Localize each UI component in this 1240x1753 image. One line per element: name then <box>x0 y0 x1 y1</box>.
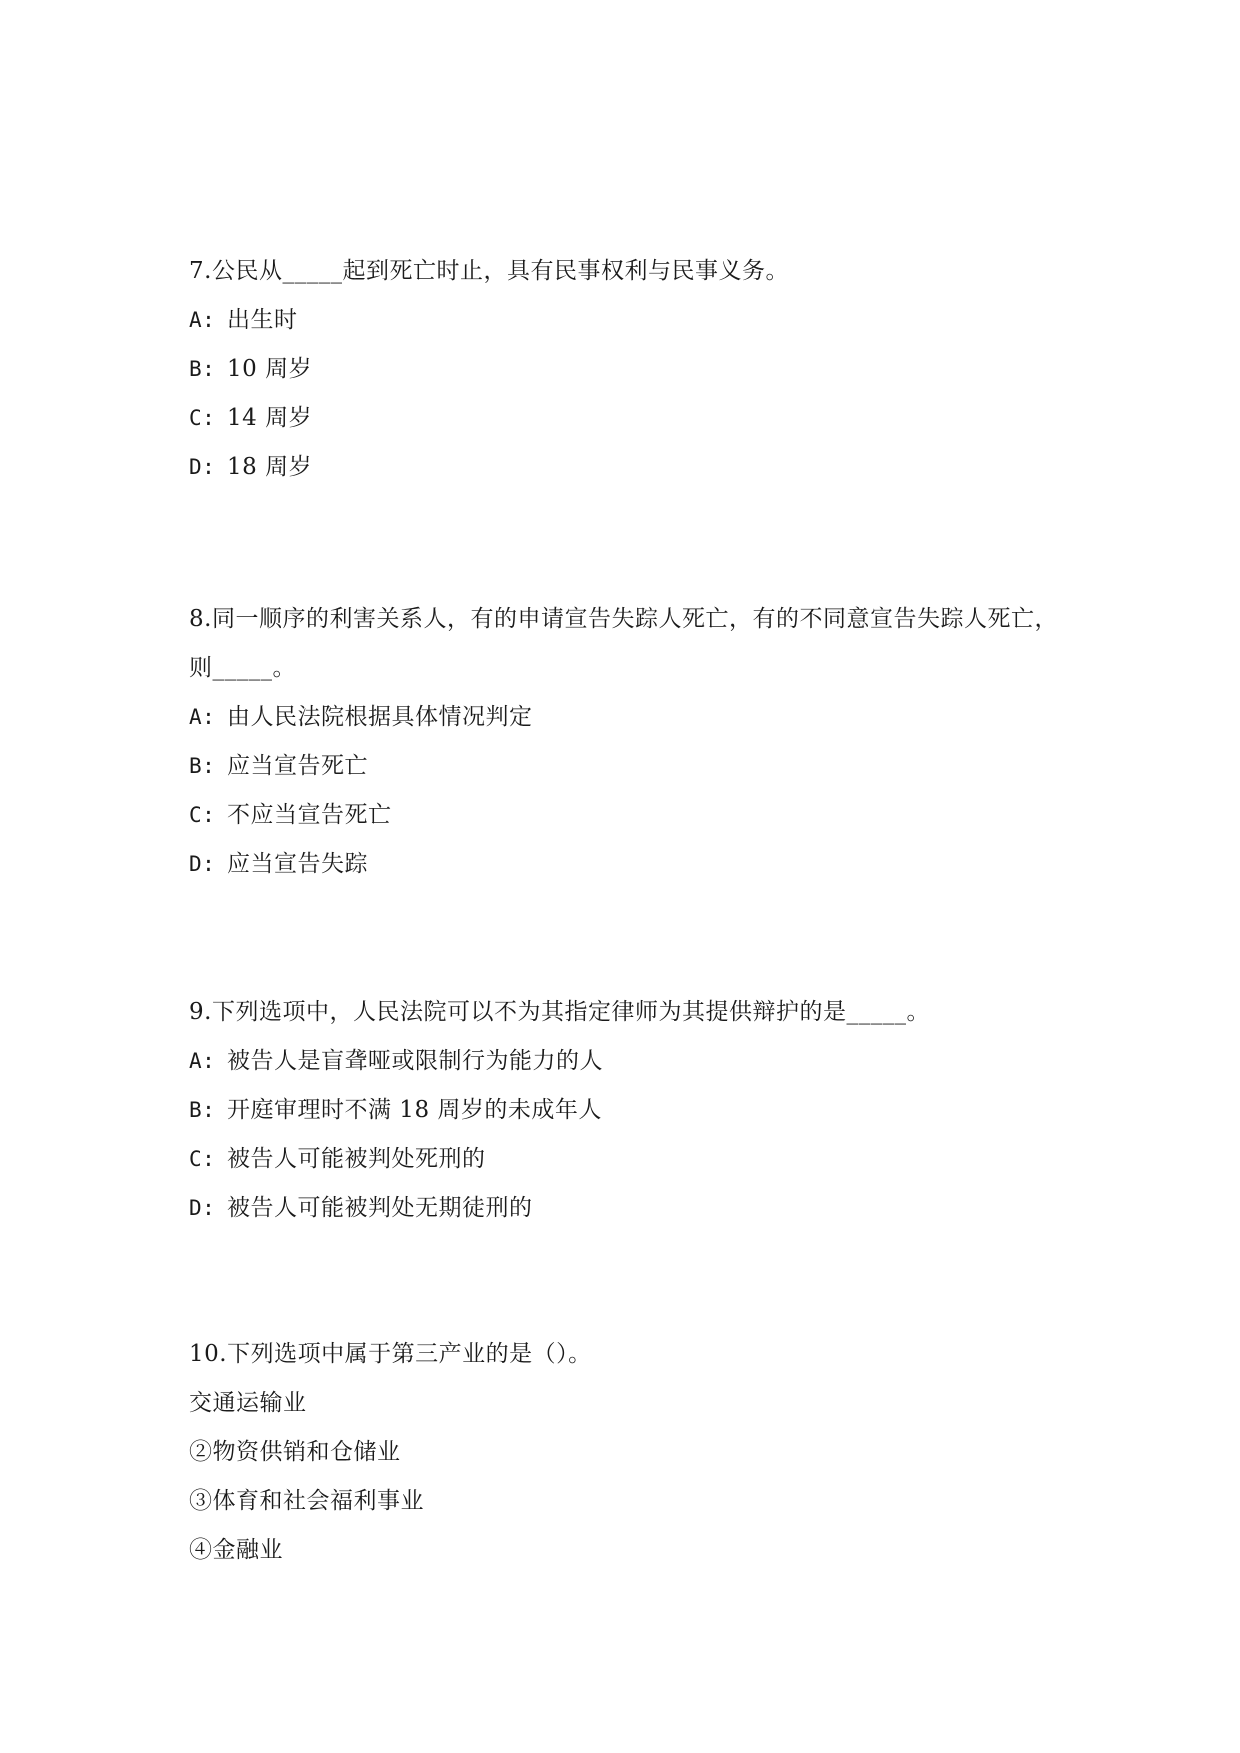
option-text: 被告人可能被判处死刑的 <box>227 1146 486 1172</box>
option-letter: C: <box>189 1147 216 1171</box>
question-7 <box>189 247 1069 492</box>
question-10 <box>189 1330 1069 1575</box>
option-letter: D: <box>189 1196 216 1220</box>
option-letter: B: <box>189 357 216 381</box>
option-a[interactable] <box>189 296 1069 345</box>
option-text: 由人民法院根据具体情况判定 <box>227 704 533 730</box>
option-letter: D: <box>189 455 216 479</box>
list-item: 交通运输业 <box>189 1390 307 1416</box>
question-stem: 8.同一顺序的利害关系人，有的申请宣告失踪人死亡，有的不同意宣告失踪人死亡，则_____。 <box>189 606 1058 681</box>
list-item: ③体育和社会福利事业 <box>189 1488 424 1514</box>
option-c[interactable] <box>189 1135 1069 1184</box>
option-a[interactable] <box>189 693 1069 742</box>
option-text: 应当宣告失踪 <box>227 851 368 877</box>
question-stem: 10.下列选项中属于第三产业的是（）。 <box>189 1341 592 1367</box>
option-letter: C: <box>189 803 216 827</box>
option-b[interactable] <box>189 1086 1069 1135</box>
option-d[interactable] <box>189 840 1069 889</box>
question-8 <box>189 595 1069 889</box>
option-letter: B: <box>189 1098 216 1122</box>
option-text: 开庭审理时不满 18 周岁的未成年人 <box>227 1097 602 1123</box>
option-letter: B: <box>189 754 216 778</box>
option-text: 应当宣告死亡 <box>227 753 368 779</box>
option-text: 被告人是盲聋哑或限制行为能力的人 <box>227 1048 603 1074</box>
question-stem: 7.公民从_____起到死亡时止，具有民事权利与民事义务。 <box>189 258 789 284</box>
option-letter: A: <box>189 705 216 729</box>
list-item: ④金融业 <box>189 1537 283 1563</box>
option-c[interactable] <box>189 394 1069 443</box>
option-d[interactable] <box>189 1184 1069 1233</box>
option-letter: A: <box>189 308 216 332</box>
question-stem: 9.下列选项中，人民法院可以不为其指定律师为其提供辩护的是_____。 <box>189 999 930 1025</box>
option-d[interactable] <box>189 443 1069 492</box>
option-b[interactable] <box>189 345 1069 394</box>
option-text: 10 周岁 <box>227 356 313 382</box>
option-letter: A: <box>189 1049 216 1073</box>
question-9 <box>189 988 1069 1233</box>
option-c[interactable] <box>189 791 1069 840</box>
option-text: 不应当宣告死亡 <box>227 802 392 828</box>
option-a[interactable] <box>189 1037 1069 1086</box>
option-b[interactable] <box>189 742 1069 791</box>
option-letter: C: <box>189 406 216 430</box>
option-text: 被告人可能被判处无期徒刑的 <box>227 1195 533 1221</box>
option-text: 14 周岁 <box>227 405 313 431</box>
option-text: 18 周岁 <box>227 454 313 480</box>
option-text: 出生时 <box>227 307 298 333</box>
list-item: ②物资供销和仓储业 <box>189 1439 401 1465</box>
option-letter: D: <box>189 852 216 876</box>
